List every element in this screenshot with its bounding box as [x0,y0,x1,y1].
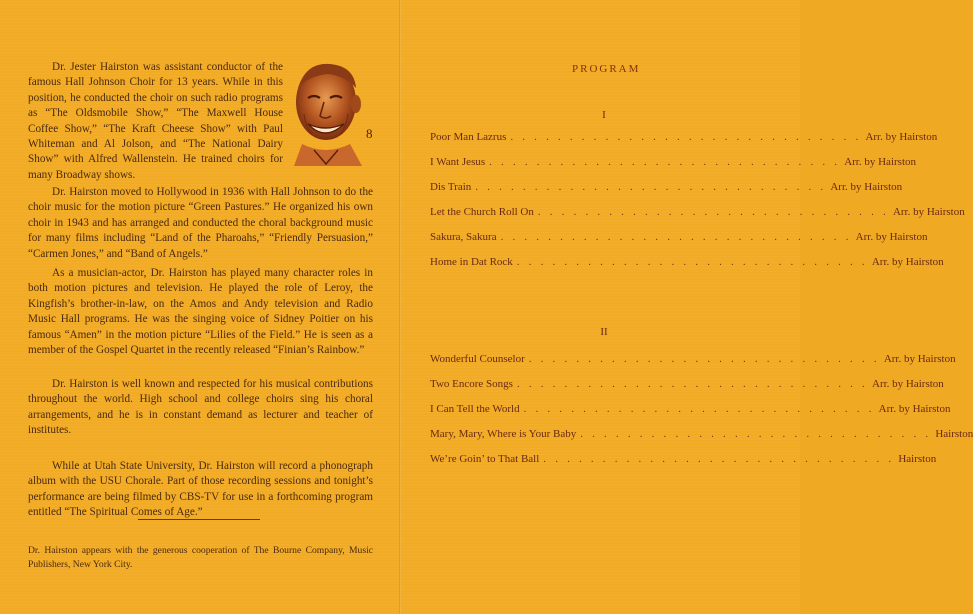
song-credit: Arr. by Hairston [855,231,928,243]
song-title: Home in Dat Rock [430,256,513,268]
dot-leader: . . . . . . . . . . . . . . . . . . . . . . . . . . . . . . [510,131,862,143]
program-item [430,181,903,195]
song-credit: Arr. by Hairston [871,256,944,268]
song-credit: Arr. by Hairston [844,156,916,168]
dot-leader: . . . . . . . . . . . . . . . . . . . . . . . . . . . . . . [537,206,889,218]
right-page [401,0,800,614]
program-item [430,231,928,245]
program-item [430,378,944,392]
song-credit: Arr. by Hairston [872,378,944,390]
dot-leader: . . . . . . . . . . . . . . . . . . . . . . . . . . . . . . [516,378,869,390]
dot-leader: . . . . . . . . . . . . . . . . . . . . . . . . . . . . . . [500,231,852,243]
song-credit: Hairston [898,453,937,465]
dot-leader: . . . . . . . . . . . . . . . . . . . . . . . . . . . . . . [523,403,875,415]
song-credit: Arr. by Hairston [883,353,956,365]
dot-leader: . . . . . . . . . . . . . . . . . . . . . . . . . . . . . . [543,453,895,465]
song-credit: Hairston [935,428,973,440]
bio-paragraph: While at Utah State University, Dr. Hairston will record a phonograph album with the USU Chorale. Part of those recording sessions and tonight’s performance are being filmed by CBS-TV for use in a forthcoming program entitled “The Spiritual Comes of Age.” [28,460,373,519]
dot-leader: . . . . . . . . . . . . . . . . . . . . . . . . . . . . . . [580,428,932,440]
part-numeral: I [602,109,606,121]
dot-leader: . . . . . . . . . . . . . . . . . . . . . . . . . . . . . . [528,353,880,365]
song-title: I Want Jesus [430,156,486,168]
program-item [430,353,956,367]
bio-paragraph: As a musician-actor, Dr. Hairston has played many character roles in both motion pictures and television. He played the role of Leroy, the Kingfish’s brother-in-law, on the Amos and Andy television and Radio Music Hall programs. He was the singing voice of Sidney Poitier on his famous “Amen” in the motion picture “Lilies of the Field.” He is seen as a member of the Gospel Quartet in the recently released “Finian’s Rainbow.” [28,267,373,357]
song-credit: Arr. by Hairston [865,131,938,143]
dot-leader: . . . . . . . . . . . . . . . . . . . . . . . . . . . . . . [475,181,827,193]
song-title: Poor Man Lazrus [430,131,507,143]
footnote: Dr. Hairston appears with the generous cooperation of The Bourne Company, Music Publishers, New York City. [28,545,373,570]
portrait-photo [284,58,378,166]
bio-paragraph: Dr. Hairston is well known and respected for his musical contributions throughout the world. High school and college choirs sing his choral arrangements, and he is in constant demand as lecturer and teacher of institutes. [28,378,373,437]
bio-paragraph: Dr. Jester Hairston was assistant conductor of the famous Hall Johnson Choir for 13 years. While in this position, he conducted the choir on such radio programs as “The Oldsmobile Show,” “The Maxwell House Coffee Show,” “The Kraft Cheese Show” with Paul Whiteman and Al Jolson, and “The National Dairy Show” with Alfred Wallenstein. He trained choirs for many Broadway shows. [28,61,283,181]
song-title: We’re Goin’ to That Ball [430,453,540,465]
program-item [430,403,951,417]
program-item [430,428,973,442]
song-title: Dis Train [430,181,472,193]
song-title: Two Encore Songs [430,378,513,390]
program-title: PROGRAM [572,63,641,75]
dot-leader: . . . . . . . . . . . . . . . . . . . . . . . . . . . . . . [489,156,841,168]
left-page [0,0,399,614]
program-item [430,206,965,220]
song-title: Mary, Mary, Where is Your Baby [430,428,577,440]
song-credit: Arr. by Hairston [892,206,965,218]
dot-leader: . . . . . . . . . . . . . . . . . . . . . . . . . . . . . . [516,256,868,268]
song-credit: Arr. by Hairston [830,181,903,193]
song-title: Sakura, Sakura [430,231,497,243]
divider-line [138,519,260,520]
svg-text:8: 8 [366,126,373,141]
song-title: I Can Tell the World [430,403,520,415]
bio-paragraph: Dr. Hairston moved to Hollywood in 1936 with Hall Johnson to do the choir music for the motion picture “Green Pastures.” He organized his own choir in 1943 and has arranged and conducted the choral background music for many films including “Land of the Pharoahs,” “Friendly Persuasion,” “Carmen Jones,” and “Band of Angels.” [28,186,373,260]
song-title: Wonderful Counselor [430,353,525,365]
song-credit: Arr. by Hairston [878,403,951,415]
program-item [430,256,944,270]
song-title: Let the Church Roll On [430,206,534,218]
part-numeral: II [600,326,608,338]
program-item [430,156,916,170]
program-item [430,453,937,467]
program-item [430,131,938,145]
